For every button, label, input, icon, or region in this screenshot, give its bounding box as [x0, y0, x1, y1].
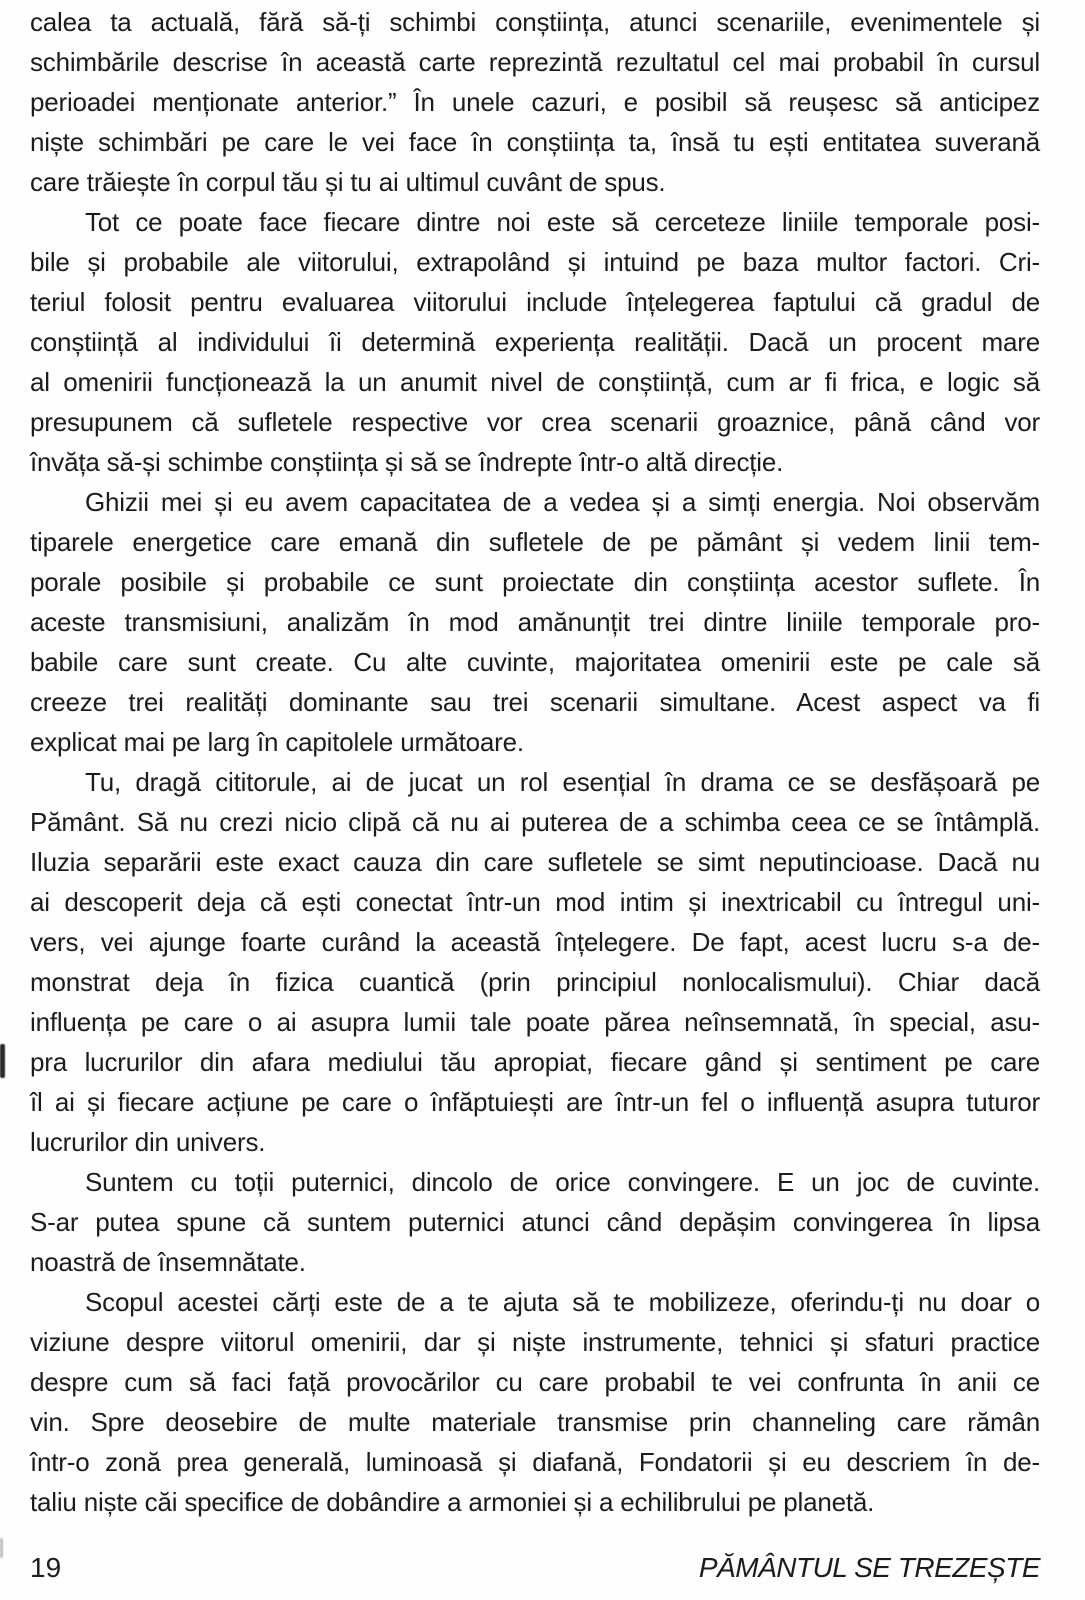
text-line: învăța să-și schimbe conștiința și să se îndrepte într-o altă direcție.	[30, 447, 784, 477]
text-line: pra lucrurilor din afara mediului tău apropiat, fiecare gând și sentiment pe care	[30, 1047, 1040, 1077]
text-line: schimbările descrise în această carte reprezintă rezultatul cel mai probabil în cursul	[30, 47, 1040, 77]
text-line: al omenirii funcționează la un anumit nivel de conștiință, cum ar fi frica, e logic să	[30, 367, 1040, 397]
text-line: tiparele energetice care emană din sufletele de pe pământ și vedem linii tem-	[30, 527, 1040, 557]
page-number: 19	[30, 1552, 62, 1583]
text-line: vers, vei ajunge foarte curând la această înțelegere. De fapt, acest lucru s-a de-	[30, 927, 1040, 957]
text-line: ai descoperit deja că ești conectat într-un mod intim și inextricabil cu întregul uni-	[30, 887, 1040, 917]
text-line: niște schimbări pe care le vei face în conștiința ta, însă tu ești entitatea suverană	[30, 127, 1040, 157]
text-line: presupunem că sufletele respective vor crea scenarii groaznice, până când vor	[30, 407, 1040, 437]
text-line: calea ta actuală, fără să-ți schimbi conștiința, atunci scenariile, evenimentele și	[30, 7, 1040, 37]
text-line: babile care sunt create. Cu alte cuvinte, majoritatea omenirii este pe cale să	[30, 647, 1040, 677]
text-line: Suntem cu toții puternici, dincolo de orice convingere. E un joc de cuvinte.	[85, 1167, 1040, 1197]
text-line: perioadei menționate anterior.” În unele cazuri, e posibil să reușesc să anticipez	[30, 87, 1040, 117]
text-line: Iluzia separării este exact cauza din care sufletele se simt neputincioase. Dacă nu	[30, 847, 1040, 877]
text-line: creeze trei realități dominante sau trei scenarii simultane. Acest aspect va fi	[30, 687, 1040, 717]
text-line: noastră de însemnătate.	[30, 1247, 306, 1277]
text-line: influența pe care o ai asupra lumii tale poate părea neînsemnată, în special, asu-	[30, 1007, 1040, 1037]
text-line: Tot ce poate face fiecare dintre noi este să cerceteze liniile temporale posi-	[85, 207, 1040, 237]
text-line: Scopul acestei cărți este de a te ajuta să te mobilizeze, oferindu-ți nu doar o	[85, 1287, 1040, 1317]
text-line: explicat mai pe larg în capitolele următoare.	[30, 727, 524, 757]
text-line: lucrurilor din univers.	[30, 1127, 266, 1157]
paragraph	[30, 202, 1040, 482]
text-line: despre cum să faci față provocărilor cu care probabil te vei confrunta în anii ce	[30, 1367, 1040, 1397]
text-line: S-ar putea spune că suntem puternici atunci când depășim convingerea în lipsa	[30, 1207, 1040, 1237]
page-footer	[30, 1550, 1040, 1586]
scan-artifact	[0, 1538, 3, 1558]
text-line: taliu niște căi specifice de dobândire a armoniei și a echilibrului pe planetă.	[30, 1487, 875, 1517]
paragraph	[30, 2, 1040, 202]
text-line: vin. Spre deosebire de multe materiale transmise prin channeling care rămân	[30, 1407, 1040, 1437]
text-line: Tu, dragă cititorule, ai de jucat un rol esențial în drama ce se desfășoară pe	[85, 767, 1040, 797]
text-line: Pământ. Să nu crezi nicio clipă că nu ai puterea de a schimba ceea ce se întâmplă.	[30, 807, 1040, 837]
text-line: conștiință al individului îi determină experiența realității. Dacă un procent mare	[30, 327, 1040, 357]
text-line: porale posibile și probabile ce sunt proiectate din conștiința acestor suflete. În	[30, 567, 1040, 597]
text-line: care trăiește în corpul tău și tu ai ultimul cuvânt de spus.	[30, 167, 666, 197]
text-line: bile și probabile ale viitorului, extrapolând și intuind pe baza multor factori. Cri-	[30, 247, 1040, 277]
text-line: aceste transmisiuni, analizăm în mod amănunțit trei dintre liniile temporale pro-	[30, 607, 1040, 637]
text-line: teriul folosit pentru evaluarea viitorului include înțelegerea faptului că gradul de	[30, 287, 1040, 317]
paragraph	[30, 762, 1040, 1162]
paragraph	[30, 1282, 1040, 1522]
text-line: îl ai și fiecare acțiune pe care o înfăptuiești are într-un fel o influență asupra tuturor	[30, 1087, 1040, 1117]
text-line: monstrat deja în fizica cuantică (prin principiul nonlocalismului). Chiar dacă	[30, 967, 1040, 997]
running-title: PĂMÂNTUL SE TREZEȘTE	[698, 1552, 1040, 1583]
paragraph	[30, 482, 1040, 762]
text-line: într-o zonă prea generală, luminoasă și diafană, Fondatorii și eu descriem în de-	[30, 1447, 1040, 1477]
text-line: Ghizii mei și eu avem capacitatea de a vedea și a simți energia. Noi observăm	[85, 487, 1040, 517]
paragraph	[30, 1162, 1040, 1282]
scan-artifact	[0, 1044, 5, 1078]
text-line: viziune despre viitorul omenirii, dar și niște instrumente, tehnici și sfaturi practice	[30, 1327, 1040, 1357]
body-text	[30, 2, 1040, 1522]
